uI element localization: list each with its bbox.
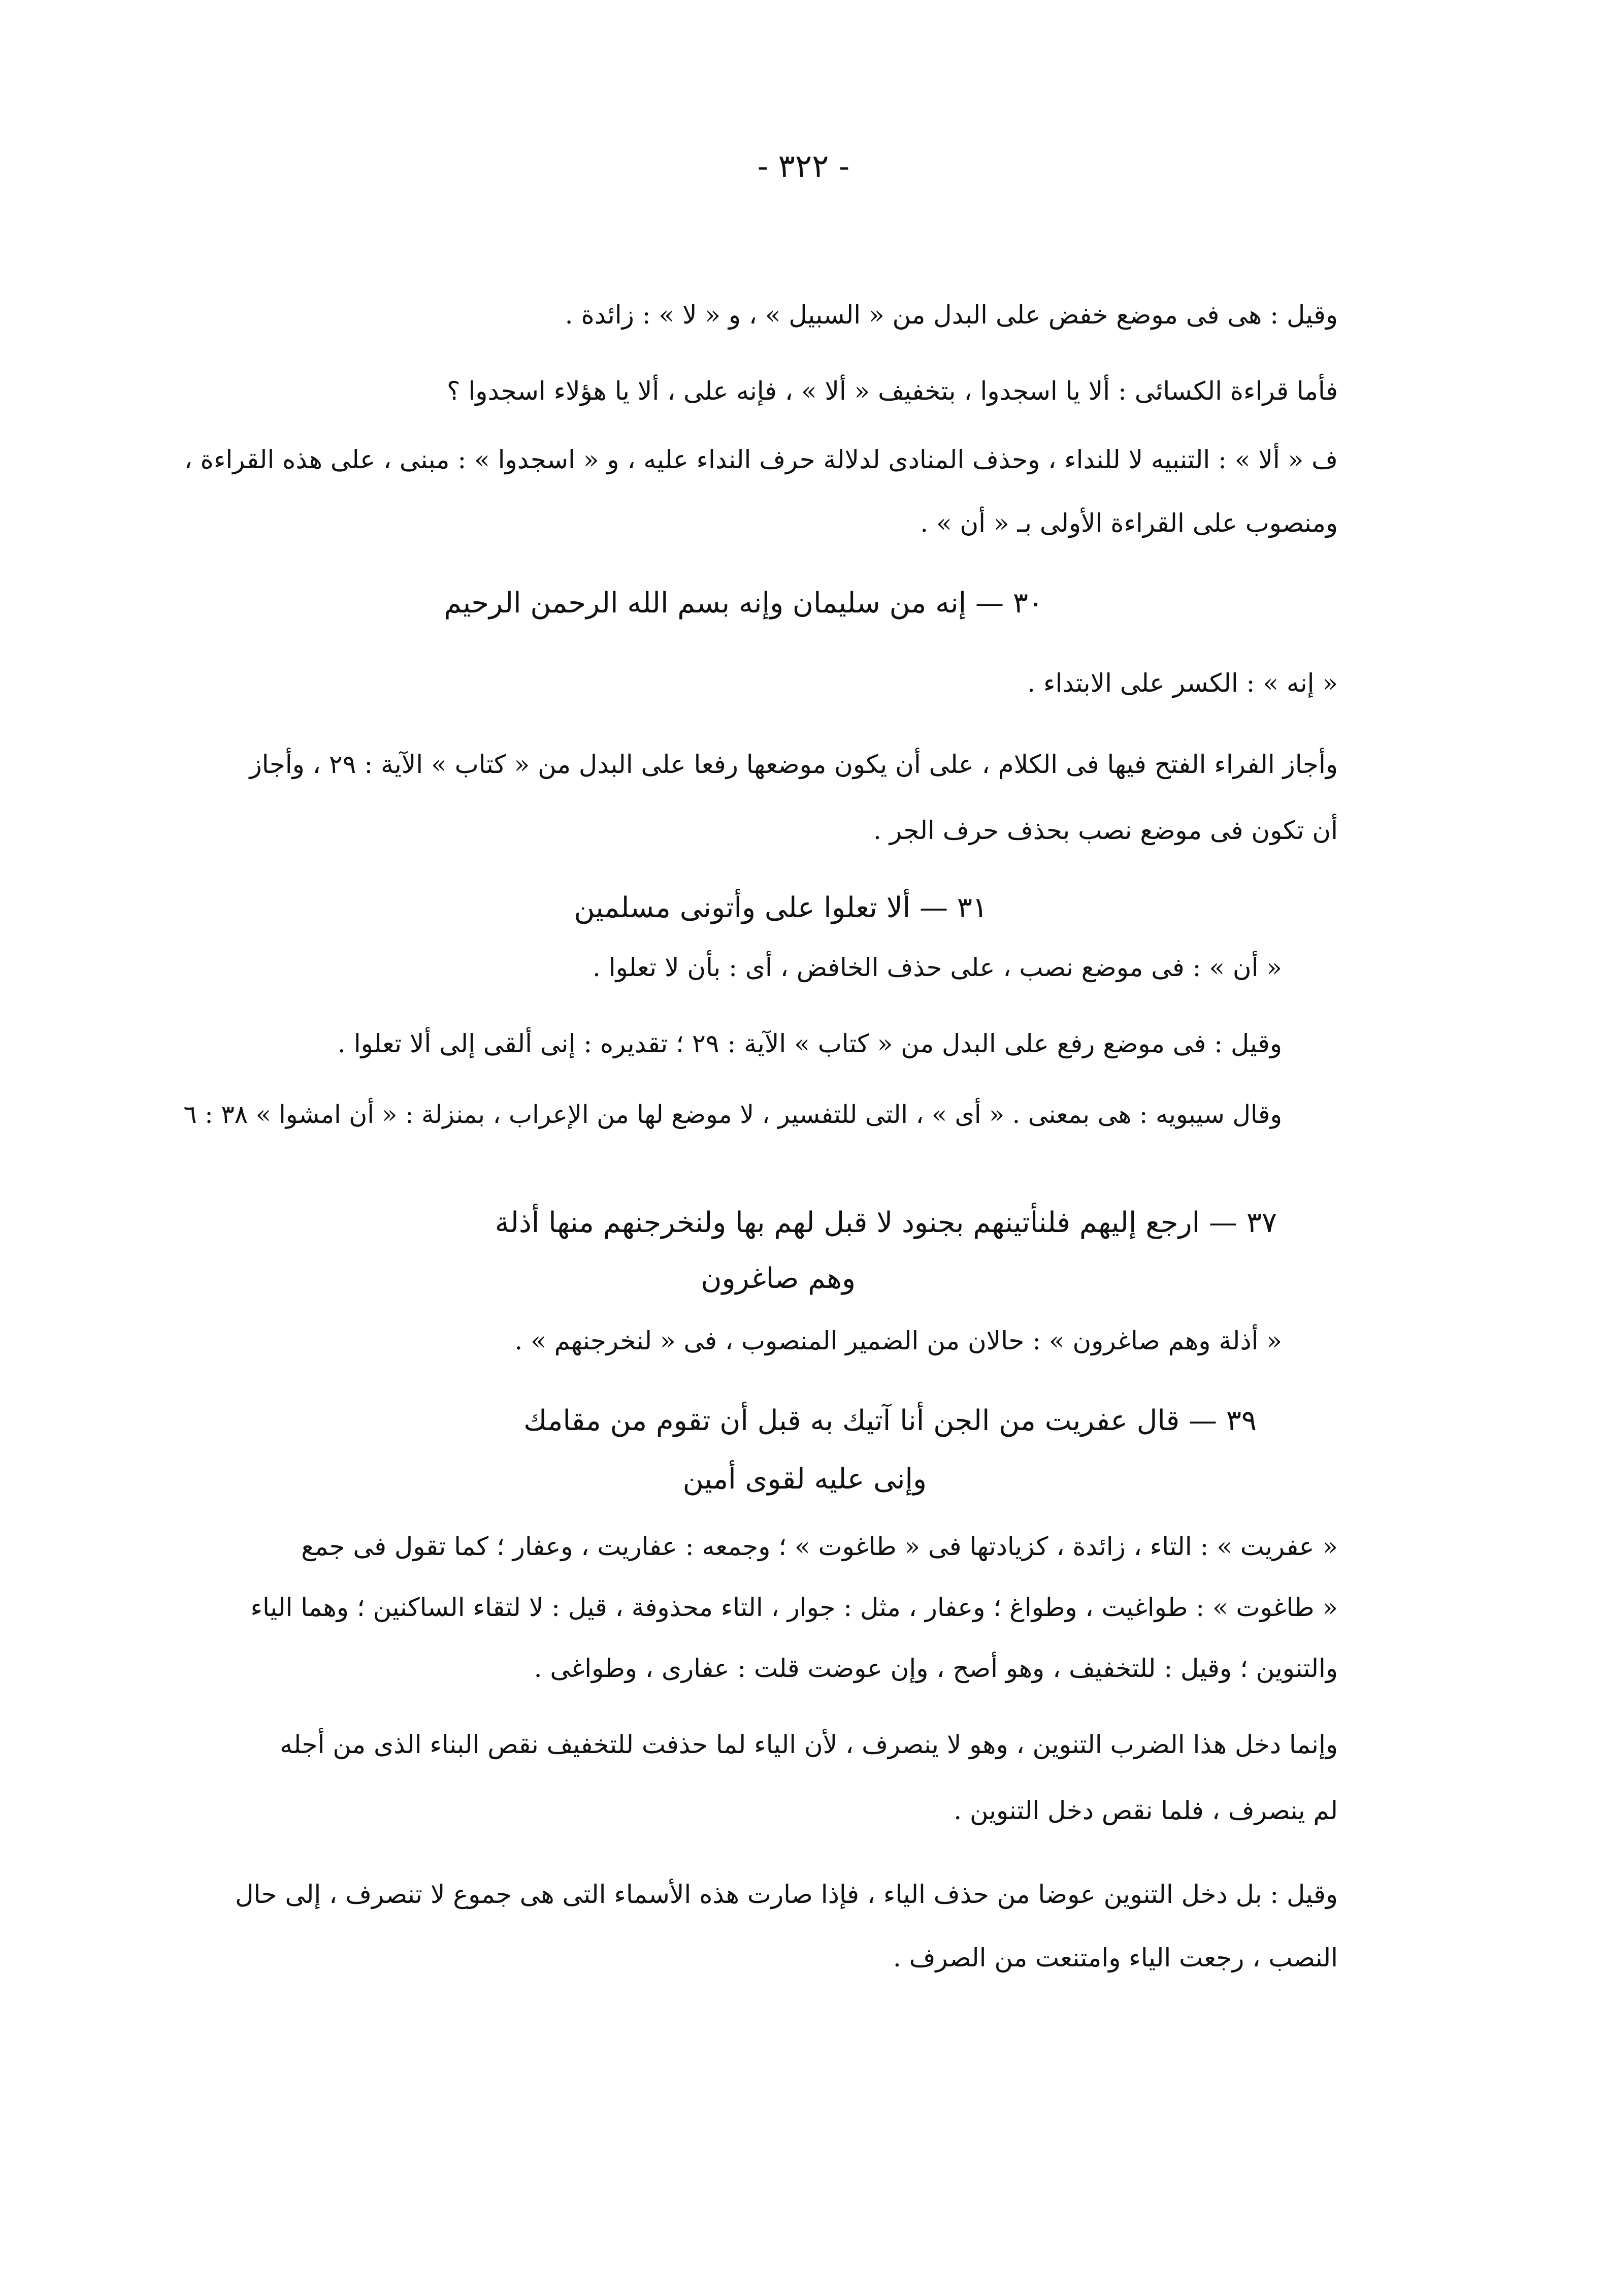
quran-verse: ٣٩ — قال عفريت من الجن أنا آتيك به قبل أن تقوم من مقامك: [523, 1404, 1257, 1437]
text-line: « إنه » : الكسر على الابتداء .: [1027, 668, 1338, 698]
text-line: « عفريت » : التاء ، زائدة ، كزيادتها فى « طاغوت » ؛ وجمعه : عفاريت ، وعفار ؛ كما تقول فى جمع: [301, 1532, 1338, 1561]
quran-verse: ٣٧ — ارجع إليهم فلنأتينهم بجنود لا قبل لهم بها ولنخرجنهم منها أذلة: [495, 1206, 1277, 1239]
text-line: « أذلة وهم صاغرون » : حالان من الضمير المنصوب ، فى « لنخرجنهم » .: [514, 1326, 1282, 1355]
quran-verse: ٣١ — ألا تعلوا على وأتونى مسلمين: [574, 891, 988, 924]
quran-verse: ٣٠ — إنه من سليمان وإنه بسم الله الرحمن الرحيم: [444, 587, 1043, 620]
text-line: النصب ، رجعت الياء وامتنعت من الصرف .: [893, 1943, 1338, 1972]
text-line: ومنصوب على القراءة الأولى بـ « أن » .: [920, 508, 1338, 538]
text-line: وقيل : بل دخل التنوين عوضا من حذف الياء ، فإذا صارت هذه الأسماء التى هى جموع لا تنصرف ، إلى حال: [235, 1880, 1338, 1909]
quran-verse: وإنى عليه لقوى أمين: [682, 1463, 927, 1496]
text-line: لم ينصرف ، فلما نقص دخل التنوين .: [954, 1796, 1338, 1825]
text-line: وقيل : فى موضع رفع على البدل من « كتاب » الآية : ٢٩ ؛ تقديره : إنى ألقى إلى ألا تعلوا .: [337, 1029, 1282, 1058]
text-line: وقال سيبويه : هى بمعنى . « أى » ، التى للتفسير ، لا موضع لها من الإعراب ، بمنزلة : « أن امشوا » ٣٨ : ٦: [183, 1100, 1282, 1129]
text-line: وقيل : هى فى موضع خفض على البدل من « السبيل » ، و « لا » : زائدة .: [565, 300, 1338, 330]
text-line: فأما قراءة الكسائى : ألا يا اسجدوا ، بتخفيف « ألا » ، فإنه على ، ألا يا هؤلاء اسجدوا ؟: [446, 376, 1338, 406]
text-line: ف « ألا » : التنبيه لا للنداء ، وحذف المنادى لدلالة حرف النداء عليه ، و « اسجدوا » : مبنى ، على هذه القراءة ،: [184, 445, 1338, 474]
quran-verse: وهم صاغرون: [701, 1262, 856, 1295]
text-line: وإنما دخل هذا الضرب التنوين ، وهو لا ينصرف ، لأن الياء لما حذفت للتخفيف نقص البناء الذى من أجله: [280, 1730, 1338, 1759]
text-line: « طاغوت » : طواغيت ، وطواغ ؛ وعفار ، مثل : جوار ، التاء محذوفة ، قيل : لا لتقاء الساكنين ؛ وهما الياء: [250, 1593, 1338, 1622]
text-line: والتنوين ؛ وقيل : للتخفيف ، وهو أصح ، وإن عوضت قلت : عفارى ، وطواغى .: [534, 1654, 1338, 1683]
text-line: وأجاز الفراء الفتح فيها فى الكلام ، على أن يكون موضعها رفعا على البدل من « كتاب » الآية : ٢٩ ، وأجاز: [249, 750, 1338, 779]
text-line: « أن » : فى موضع نصب ، على حذف الخافض ، أى : بأن لا تعلوا .: [592, 953, 1282, 982]
page-number: - ٣٢٢ -: [757, 147, 850, 184]
text-line: أن تكون فى موضع نصب بحذف حرف الجر .: [873, 816, 1338, 845]
